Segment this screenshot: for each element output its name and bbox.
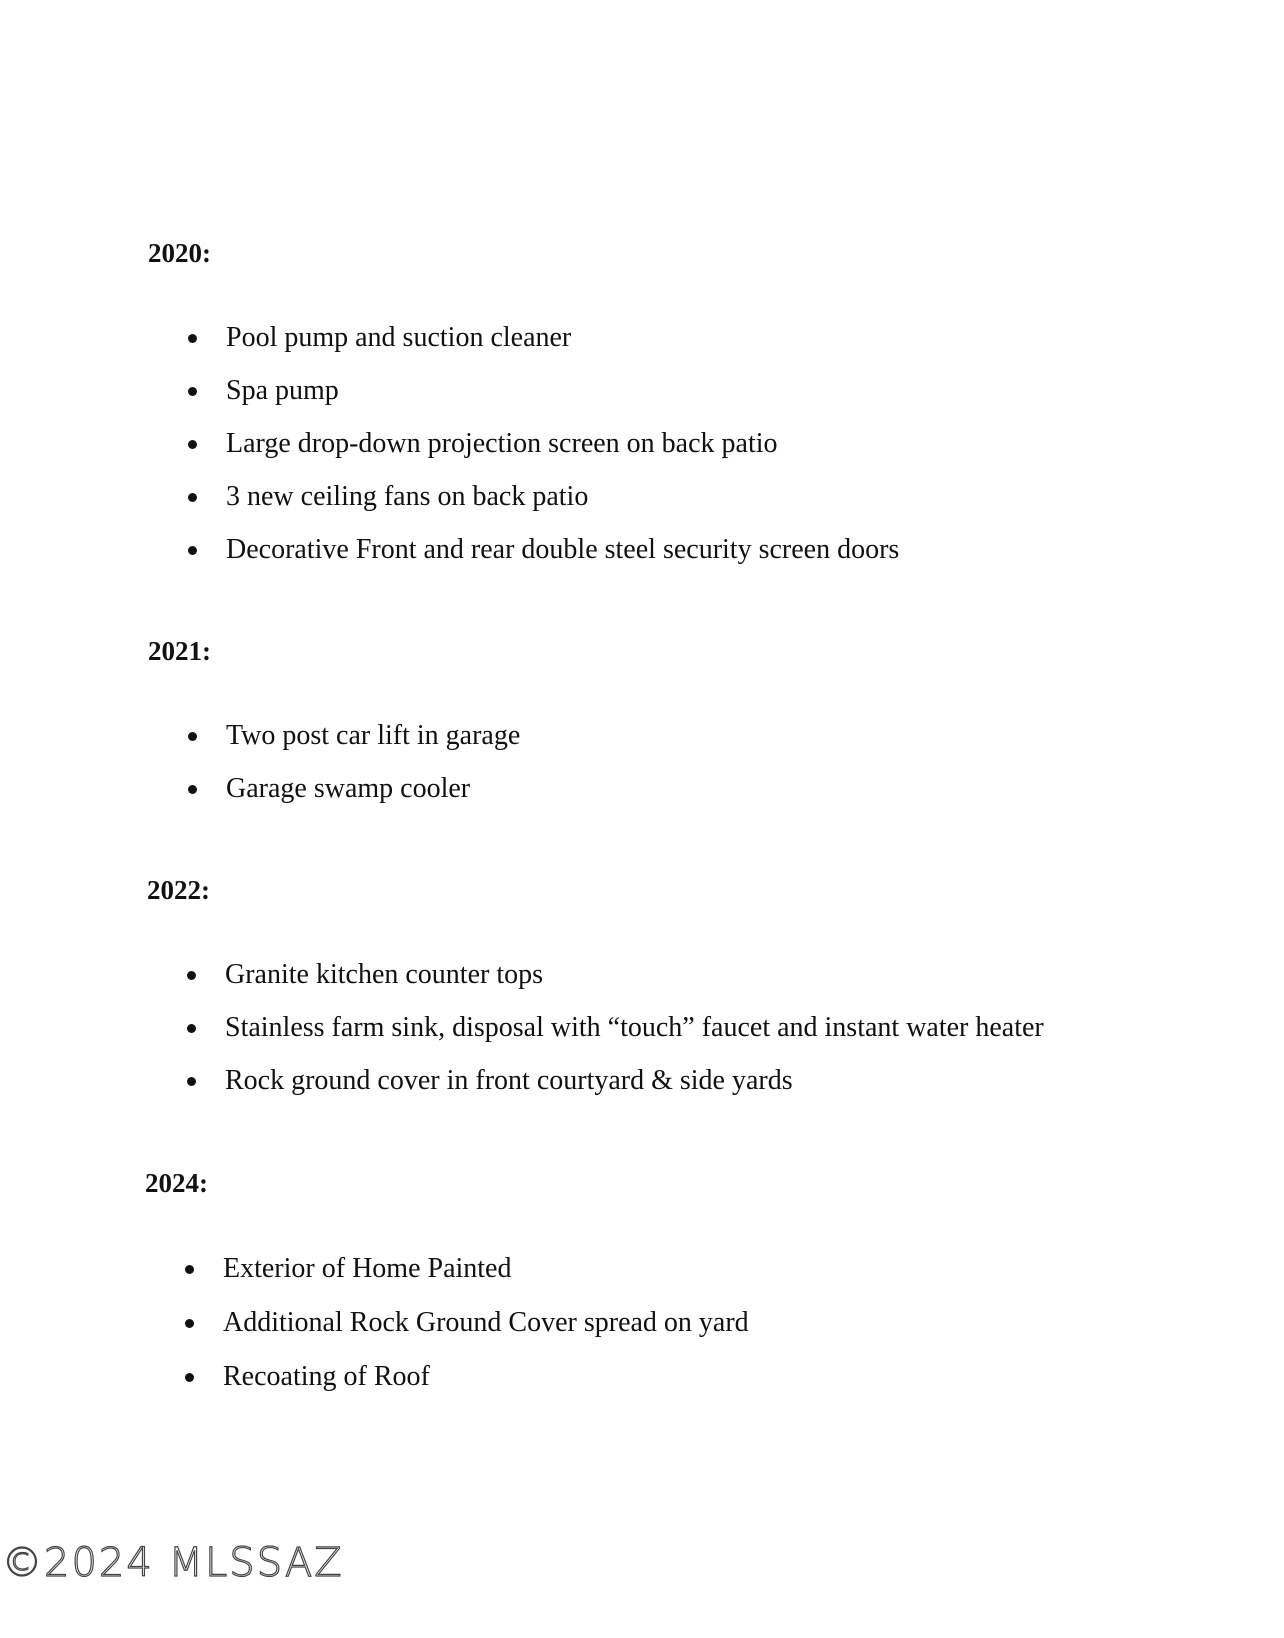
bullet-icon xyxy=(188,387,197,396)
list-item xyxy=(188,719,1188,759)
bullet-icon xyxy=(188,732,197,741)
list-item-text: Granite kitchen counter tops xyxy=(225,959,544,990)
list-item-text: Additional Rock Ground Cover spread on yard xyxy=(223,1307,749,1338)
bullet-icon xyxy=(188,785,197,794)
list-item-text: Exterior of Home Painted xyxy=(223,1253,512,1284)
bullet-icon xyxy=(188,440,197,449)
bullet-icon xyxy=(187,1077,196,1086)
list-item xyxy=(185,1306,1185,1346)
list-item xyxy=(188,321,1188,361)
list-item xyxy=(185,1252,1185,1292)
list-item-text: Pool pump and suction cleaner xyxy=(226,322,572,353)
list-item-text: Recoating of Roof xyxy=(223,1361,430,1392)
list-item xyxy=(187,958,1187,998)
list-item-text: Garage swamp cooler xyxy=(226,773,471,804)
list-item-text: 3 new ceiling fans on back patio xyxy=(226,481,589,512)
list-item-text: Decorative Front and rear double steel security screen doors xyxy=(226,534,900,565)
bullet-icon xyxy=(185,1265,194,1274)
list-item xyxy=(188,533,1188,573)
section-heading: 2022: xyxy=(147,875,210,905)
list-item xyxy=(188,480,1188,520)
list-item-text: Stainless farm sink, disposal with “touch” faucet and instant water heater xyxy=(225,1012,1044,1043)
bullet-icon xyxy=(188,334,197,343)
section-heading: 2024: xyxy=(145,1168,208,1198)
list-item-text: Spa pump xyxy=(226,375,339,406)
list-item xyxy=(188,772,1188,812)
list-item xyxy=(187,1011,1187,1051)
list-item-text: Two post car lift in garage xyxy=(226,720,521,751)
list-item-text: Large drop-down projection screen on back patio xyxy=(226,428,778,459)
bullet-icon xyxy=(185,1373,194,1382)
bullet-icon xyxy=(188,546,197,555)
copyright-watermark: ©2024 MLSSAZ xyxy=(2,1540,344,1586)
section-heading: 2020: xyxy=(148,238,211,268)
bullet-icon xyxy=(188,493,197,502)
list-item xyxy=(187,1064,1187,1104)
list-item-text: Rock ground cover in front courtyard & side yards xyxy=(225,1065,793,1096)
list-item xyxy=(185,1360,1185,1400)
bullet-icon xyxy=(185,1319,194,1328)
list-item xyxy=(188,374,1188,414)
bullet-icon xyxy=(187,971,196,980)
bullet-icon xyxy=(187,1024,196,1033)
list-item xyxy=(188,427,1188,467)
section-heading: 2021: xyxy=(148,636,211,666)
